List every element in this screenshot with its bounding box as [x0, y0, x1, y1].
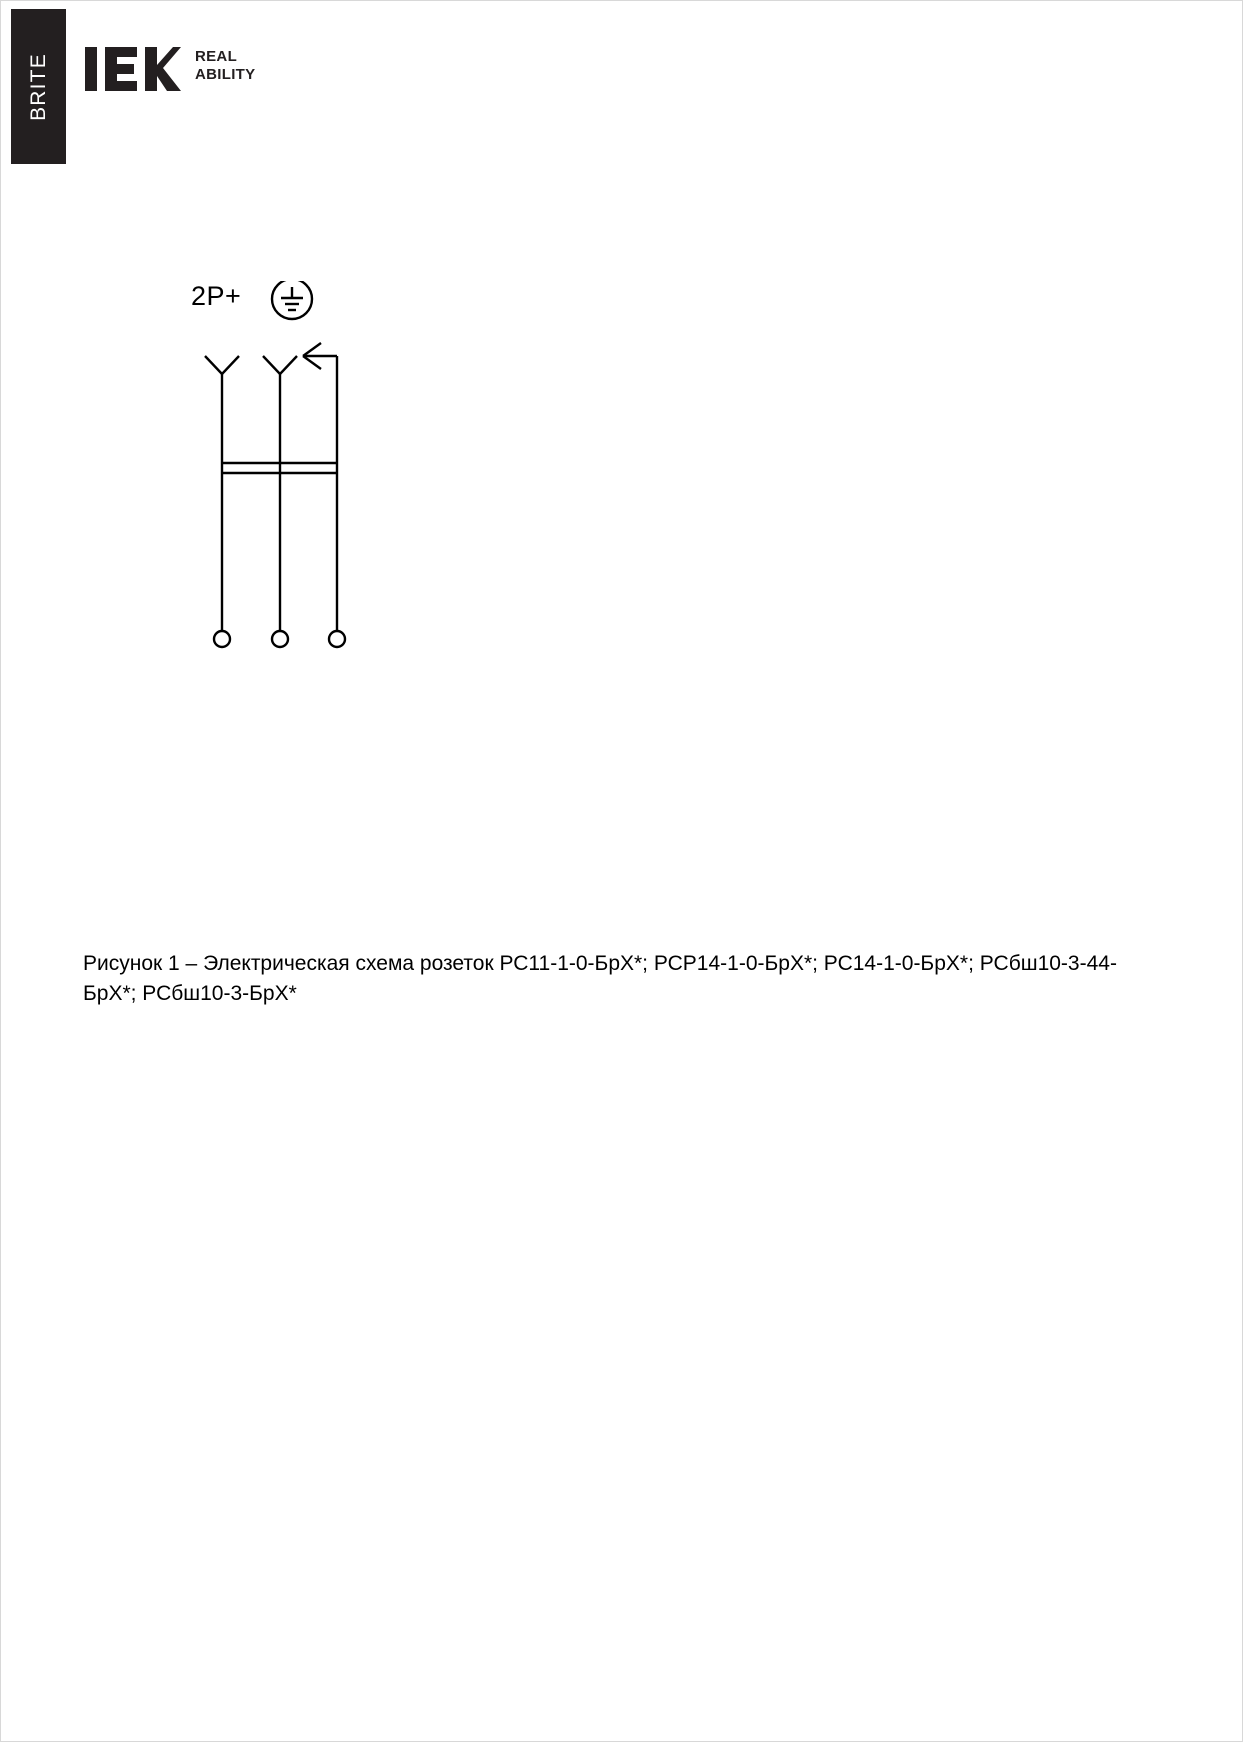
figure-caption-line1: Рисунок 1 – Электрическая схема розеток РС11-1-0-БрХ*; РСР14-1-0-БрХ*; РС14-1-0-БрХ*; — [83, 952, 974, 975]
brand-tab — [11, 9, 66, 164]
logo-tagline — [195, 48, 255, 83]
socket-wiring-diagram — [191, 281, 411, 661]
schematic-pole-label: 2P+ — [191, 281, 242, 311]
iek-logo-icon — [85, 43, 181, 95]
logo-tagline-line2: ABILITY — [195, 65, 256, 83]
logo-tagline-line1: REAL — [195, 48, 238, 65]
terminal-point — [272, 631, 288, 647]
brand-tab-label: BRITE — [26, 52, 50, 121]
figure-schematic — [191, 281, 411, 661]
logo — [85, 43, 255, 95]
terminal-point — [329, 631, 345, 647]
figure-caption — [83, 949, 1123, 1010]
terminal-point — [214, 631, 230, 647]
figure-caption-line2: РСбш10-3-44-БрХ*; РСбш10-3-БрХ* — [83, 952, 1117, 1006]
